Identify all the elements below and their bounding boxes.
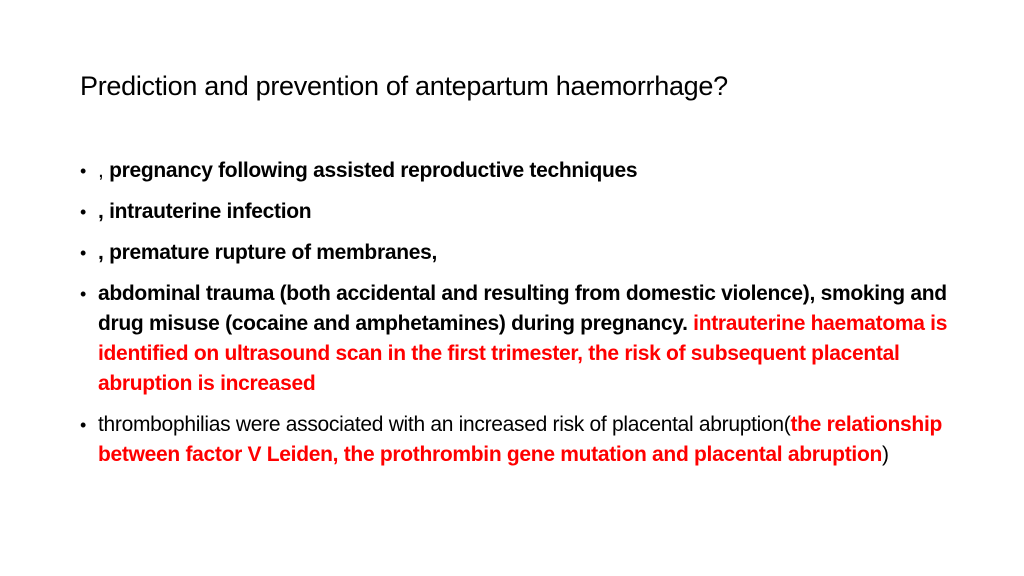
bullet-text-highlight: intrauterine haematoma is identified on ultrasound scan in the first trimester, the risk of subsequent placental abruption is increased [98,312,948,395]
slide-title: Prediction and prevention of antepartum haemorrhage? [80,71,728,101]
bullet-item [80,279,980,399]
bullet-list [80,156,980,481]
bullet-marker: • [80,161,87,181]
bullet-marker: • [80,284,87,304]
bullet-text-highlight: the relationship between factor V Leiden, the prothrombin gene mutation and placental abruption [98,413,943,466]
bullet-text-plain: thrombophilias were associated with an increased risk of placental abruption( [98,413,791,436]
bullet-item [80,156,980,186]
bullet-item [80,197,980,227]
bullet-marker: • [80,202,87,222]
bullet-item [80,410,980,470]
bullet-marker: • [80,415,87,435]
bullet-item [80,238,980,268]
bullet-text-bold: , premature rupture of membranes, [98,241,438,264]
bullet-text-plain: ) [882,443,889,466]
bullet-marker: • [80,243,87,263]
bullet-text-bold: abdominal trauma (both accidental and resulting from domestic violence), smoking and drug misuse (cocaine and amphetamines) during pregnancy. [98,282,947,335]
bullet-text-bold: , intrauterine infection [98,200,312,223]
bullet-text-bold: pregnancy following assisted reproductive techniques [109,159,638,182]
bullet-text-plain: , [98,159,110,182]
